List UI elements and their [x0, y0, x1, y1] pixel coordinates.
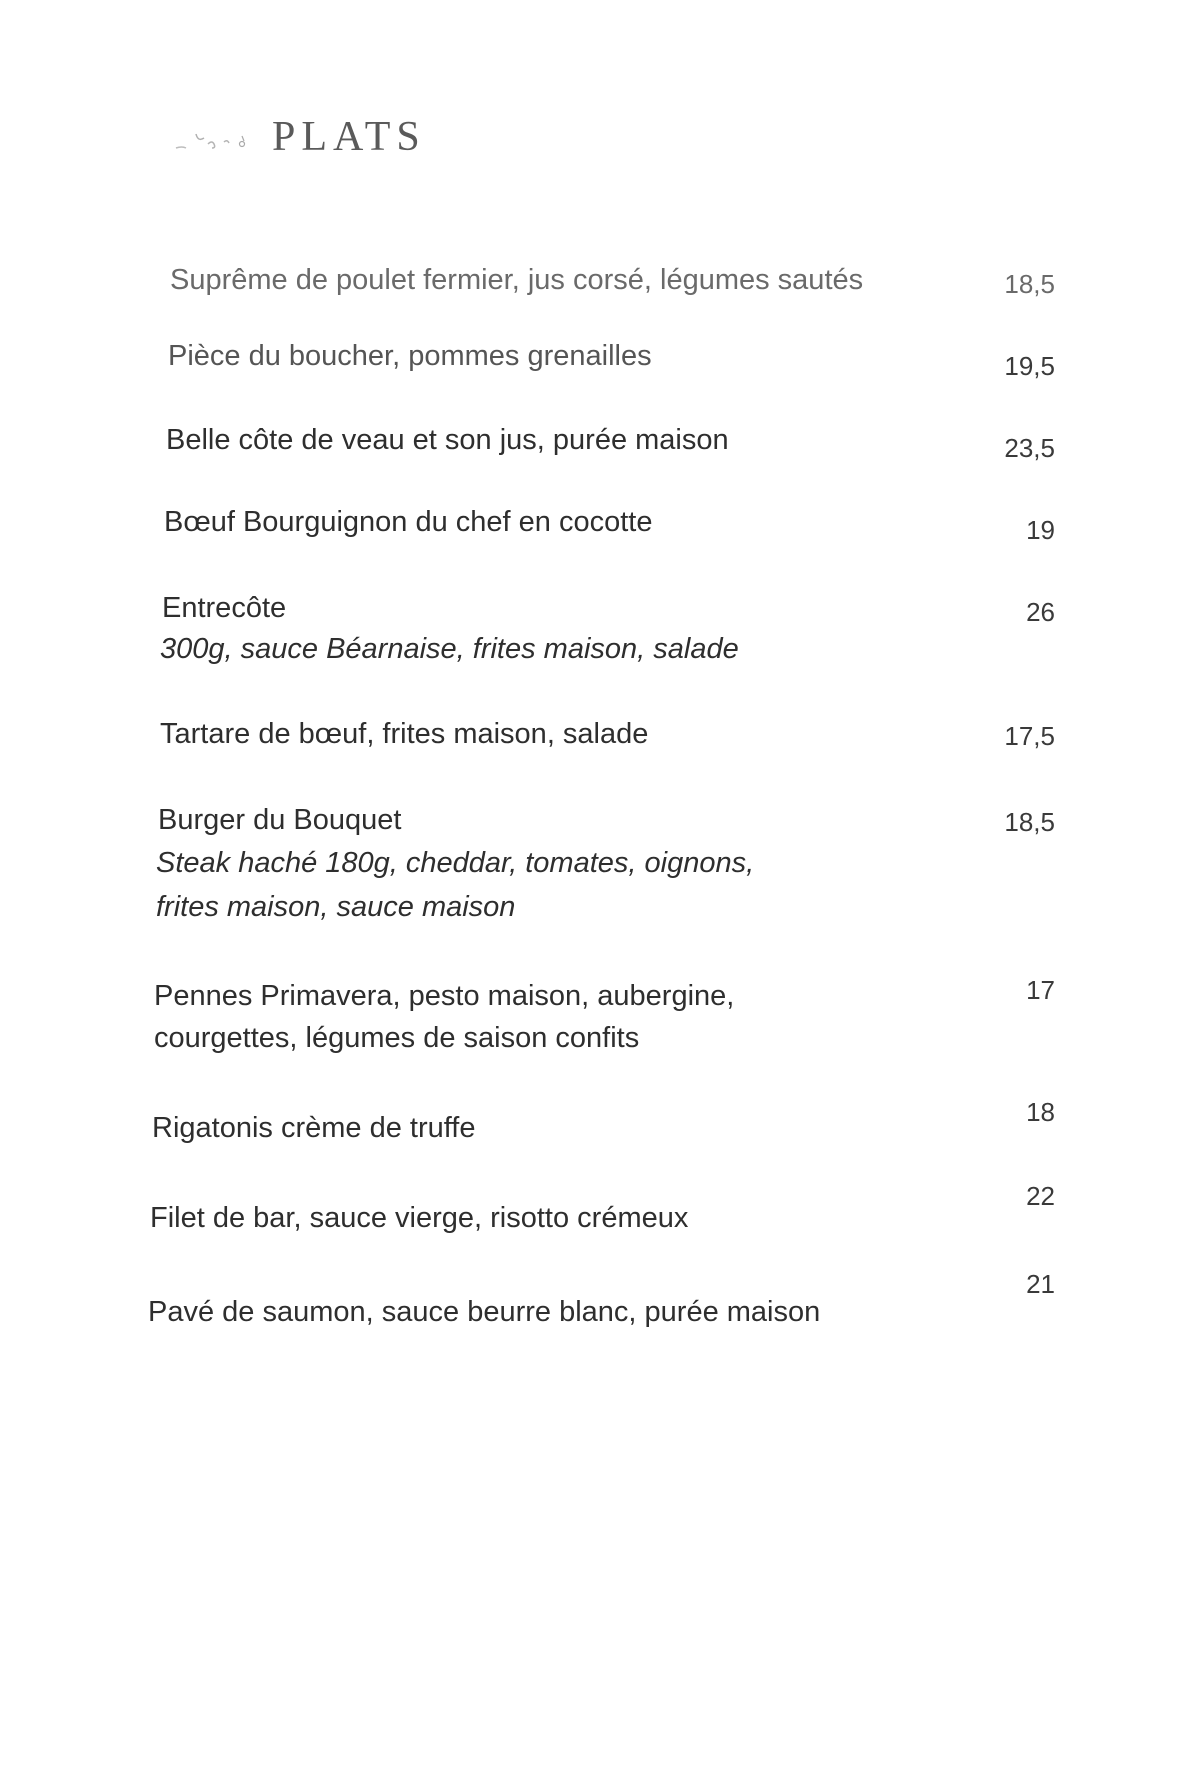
section-header: [168, 108, 426, 158]
flourish-icon: [168, 108, 268, 158]
item-price: 19: [1026, 515, 1055, 545]
item-name: Filet de bar, sauce vierge, risotto crémeux: [150, 1202, 689, 1234]
section-title: PLATS: [272, 114, 426, 160]
item-name: Entrecôte: [162, 592, 287, 624]
item-price: 22: [1026, 1181, 1055, 1211]
item-name: Rigatonis crème de truffe: [152, 1112, 476, 1144]
item-price: 19,5: [1004, 351, 1055, 381]
item-name: Pennes Primavera, pesto maison, aubergine,: [154, 980, 735, 1012]
item-price: 17,5: [1004, 721, 1055, 751]
item-price: 17: [1026, 975, 1055, 1005]
item-description: frites maison, sauce maison: [156, 891, 516, 923]
item-name: Burger du Bouquet: [158, 804, 402, 836]
item-name: Pavé de saumon, sauce beurre blanc, purée maison: [148, 1296, 821, 1328]
item-price: 23,5: [1004, 433, 1055, 463]
item-price: 18: [1026, 1097, 1055, 1127]
item-name: Belle côte de veau et son jus, purée maison: [166, 424, 729, 456]
item-description: Steak haché 180g, cheddar, tomates, oignons,: [156, 847, 755, 879]
item-name: Pièce du boucher, pommes grenailles: [168, 340, 652, 372]
item-price: 26: [1026, 597, 1055, 627]
item-name: courgettes, légumes de saison confits: [154, 1022, 640, 1054]
item-name: Suprême de poulet fermier, jus corsé, légumes sautés: [170, 264, 864, 296]
item-price: 18,5: [1004, 269, 1055, 299]
item-name: Tartare de bœuf, frites maison, salade: [160, 718, 649, 750]
item-description: 300g, sauce Béarnaise, frites maison, salade: [160, 633, 739, 665]
item-price: 18,5: [1004, 807, 1055, 837]
item-price: 21: [1026, 1269, 1055, 1299]
item-name: Bœuf Bourguignon du chef en cocotte: [164, 506, 653, 538]
